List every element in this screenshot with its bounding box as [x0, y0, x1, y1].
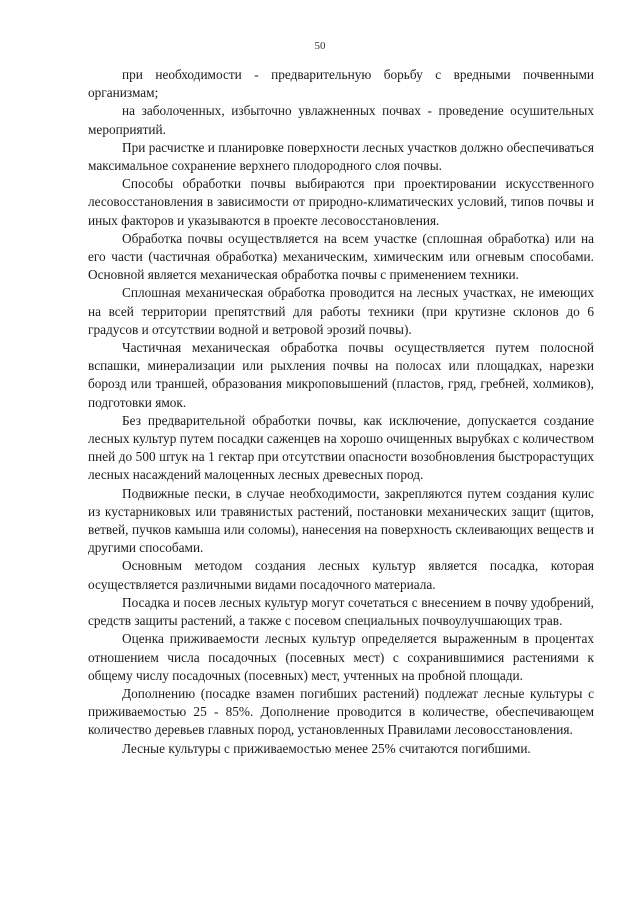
paragraph: Основным методом создания лесных культур является посадка, которая осуществляется различными видами посадочного материала.	[88, 558, 594, 592]
paragraph: на заболоченных, избыточно увлажненных почвах - проведение осушительных мероприятий.	[88, 103, 594, 137]
paragraph: Лесные культуры с приживаемостью менее 25% считаются погибшими.	[122, 740, 531, 756]
paragraph: Посадка и посев лесных культур могут сочетаться с внесением в почву удобрений, средств защиты растений, а также с посевом специальных почвоулучшающих трав.	[88, 594, 594, 629]
paragraph: при необходимости - предварительную борьбу с вредными почвенными организмам;	[88, 67, 594, 101]
paragraph: Частичная механическая обработка почвы осуществляется путем полосной вспашки, минерализации или рыхления почвы на полосах или площадках, нарезки борозд или траншей, образования микроповышений (пластов, гряд, гребней, холмиков), подготовки ямок.	[88, 340, 594, 410]
page-number: 50	[314, 40, 326, 52]
paragraph: Подвижные пески, в случае необходимости, закрепляются путем создания кулис из кустарниковых или травянистых растений, постановки механических защит (щитов, ветвей, пучков камыша или соломы), нанесения на поверхность склеивающих веществ и другими способами.	[88, 485, 594, 556]
paragraph: При расчистке и планировке поверхности лесных участков должно обеспечиваться максимальное сохранение верхнего плодородного слоя почвы.	[88, 139, 594, 174]
paragraph: Способы обработки почвы выбираются при проектировании искусственного лесовосстановления в зависимости от природно-климатических условий, типов почвы и иных факторов и указываются в проекте лесовосстановления.	[88, 176, 594, 228]
paragraph: Сплошная механическая обработка проводится на лесных участках, не имеющих на всей территории препятствий для работы техники (при крутизне склонов до 6 градусов и отсутствии водной и ветровой эрозий почвы).	[88, 285, 594, 337]
document-body	[88, 66, 594, 758]
paragraph: Обработка почвы осуществляется на всем участке (сплошная обработка) или на его части (частичная обработка) механическим, химическим или огневым способами. Основной является механическая обработка почвы с применением техники.	[88, 230, 594, 283]
paragraph: Без предварительной обработки почвы, как исключение, допускается создание лесных культур путем посадки саженцев на хорошо очищенных вырубках с количеством пней до 500 штук на 1 гектар при отсутствии опасности возобновления быстрорастущих лесных насаждений малоценных лесных древесных пород.	[88, 412, 594, 483]
paragraph: Оценка приживаемости лесных культур определяется выраженным в процентах отношением числа посадочных (посевных мест) с сохранившимися растениями к общему числу посадочных (посевных) мест, учтенных на пробной площади.	[88, 631, 594, 683]
paragraph: Дополнению (посадке взамен погибших растений) подлежат лесные культуры с приживаемостью 25 - 85%. Дополнение проводится в количестве, обеспечивающем количество деревьев главных пород, установленных Правилами лесовосстановления.	[88, 685, 594, 738]
